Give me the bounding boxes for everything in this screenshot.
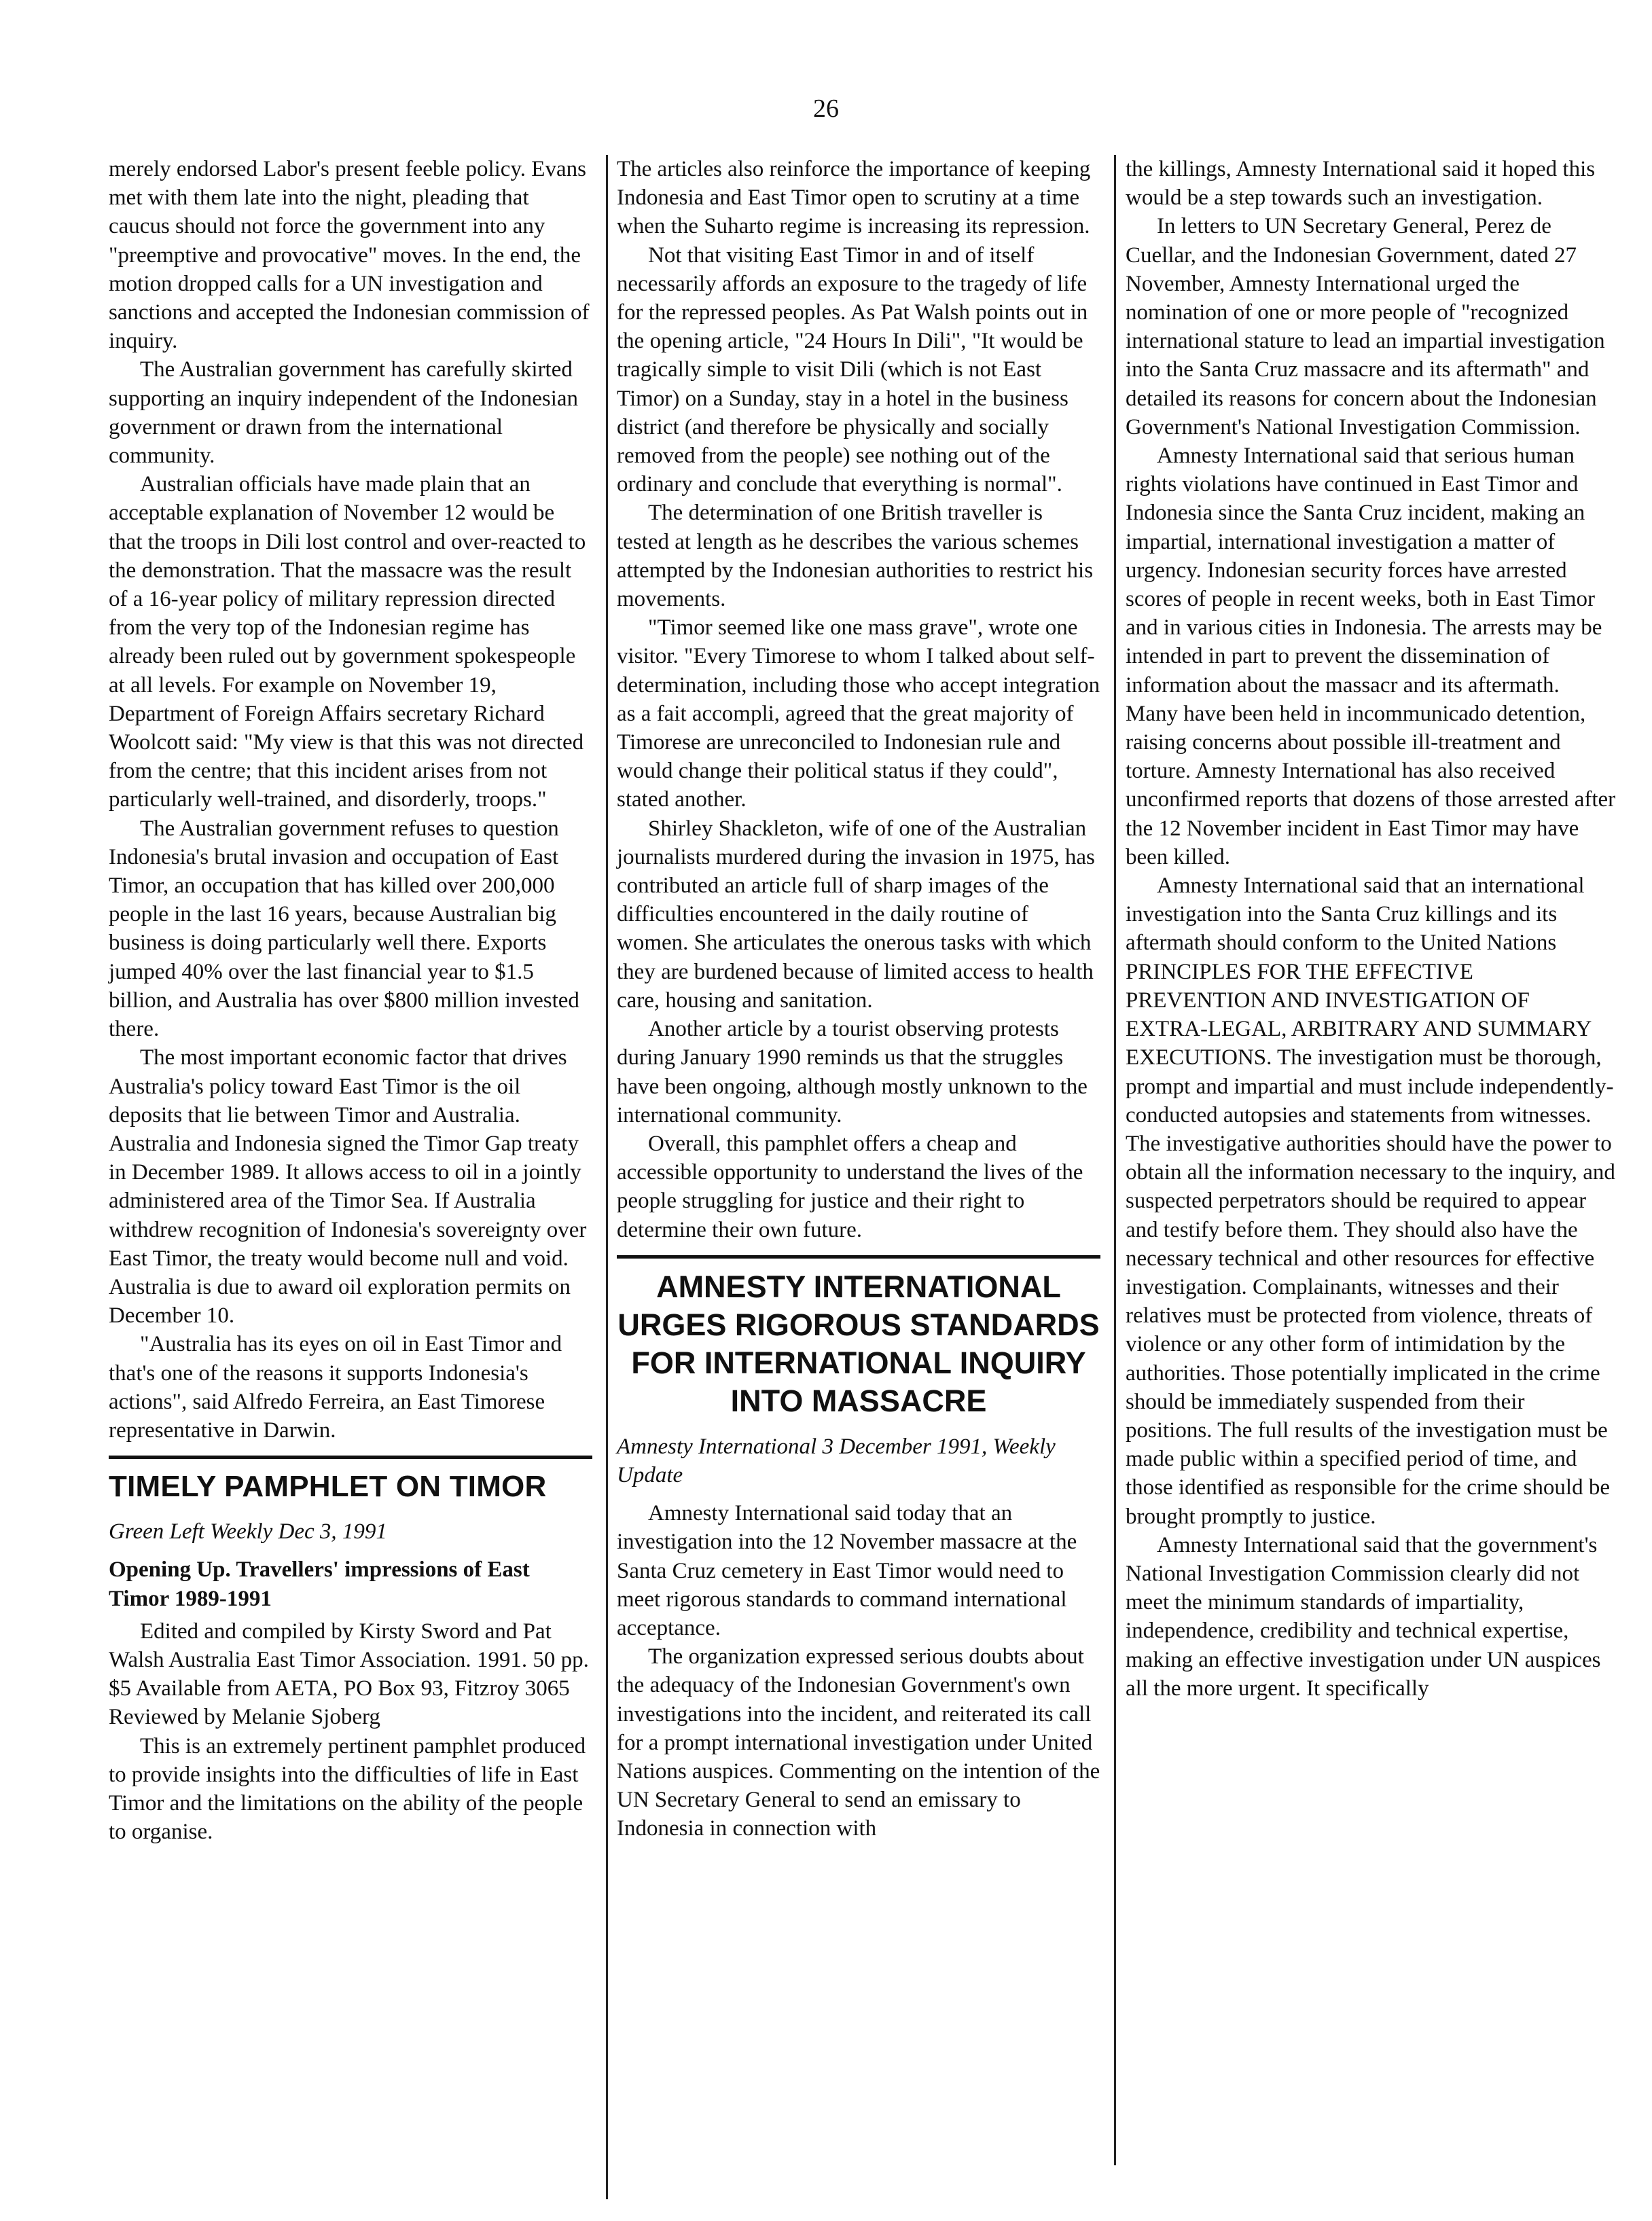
column-1 — [109, 155, 592, 1846]
column-2 — [617, 155, 1100, 1843]
paragraph: merely endorsed Labor's present feeble policy. Evans met with them late into the night, pleading that caucus should not force the government into any "preemptive and provocative" moves. In the end, the motion dropped calls for a UN investigation and sanctions and accepted the Indonesian commission of inquiry. — [109, 157, 590, 354]
paragraph: Australian officials have made plain that an acceptable explanation of November 12 would be that the troops in Dili lost control and over-reacted to the demonstration. That the massacre was the result of a 16-year policy of military repression directed from the very top of the Indonesian regime has already been ruled out by government spokespeople at all levels. For example on November 19, Department of Foreign Affairs secretary Richard Woolcott said: "My view is that this was not directed from the centre; that this incident arises from not particularly well-trained, and disorderly, troops." — [109, 472, 586, 812]
paragraph: Shirley Shackleton, wife of one of the Australian journalists murdered during the invasion in 1975, has contributed an article full of sharp images of the difficulties encountered in the daily routine of women. She articulates the onerous tasks with which they are burdened because of limited access to health care, housing and sanitation. — [617, 816, 1095, 1013]
section-rule — [617, 1255, 1100, 1259]
pamphlet-headline: TIMELY PAMPHLET ON TIMOR — [109, 1470, 547, 1504]
section-rule — [109, 1456, 592, 1459]
paragraph: Overall, this pamphlet offers a cheap and accessible opportunity to understand the lives of the people struggling for justice and their right to determine their own future. — [617, 1131, 1083, 1242]
column-3 — [1126, 155, 1616, 1703]
paragraph: the killings, Amnesty International said it hoped this would be a step towards such an investigation. — [1126, 157, 1596, 211]
paragraph: The Australian government has carefully skirted supporting an inquiry independent of the Indonesian government or drawn from the international community. — [109, 357, 579, 469]
paragraph: Not that visiting East Timor in and of itself necessarily affords an exposure to the tragedy of life for the repressed peoples. As Pat Walsh points out in the opening article, "24 Hours In Dili", "It would be tragically simple to visit Dili (which is not East Timor) on a Sunday, stay in a hotel in the business district (and therefore be physically and socially removed from the people) see nothing out of the ordinary and conclude that everything is normal". — [617, 242, 1088, 497]
paragraph: Amnesty International said that the government's National Investigation Commission clearly did not meet the minimum standards of impartiality, independence, credibility and technical expertise, making an effective investigation under UN auspices all the more urgent. It specifically — [1126, 1532, 1601, 1701]
paragraph: This is an extremely pertinent pamphlet produced to provide insights into the difficulties of life in East Timor and the limitations on the ability of the people to organise. — [109, 1733, 586, 1845]
paragraph: In letters to UN Secretary General, Perez de Cuellar, and the Indonesian Government, dated 27 November, Amnesty International urged the nomination of one or more people of "recognized international stature to lead an impartial investigation into the Santa Cruz massacre and its aftermath" and detailed its reasons for concern about the Indonesian Government's National Investigation Commission. — [1126, 214, 1605, 439]
paragraph: The organization expressed serious doubts about the adequacy of the Indonesian Government's own investigations into the incident, and reiterated its call for a prompt international investigation under United Nations auspices. Commenting on the intention of the UN Secretary General to send an emissary to Indonesia in connection with — [617, 1644, 1100, 1841]
paragraph: Amnesty International said today that an investigation into the 12 November massacre at the Santa Cruz cemetery in East Timor would need to meet rigorous standards to command international acceptance. — [617, 1501, 1077, 1640]
paragraph: Another article by a tourist observing protests during January 1990 reminds us that the struggles have been ongoing, although mostly unknown to the international community. — [617, 1017, 1088, 1127]
amnesty-source: Amnesty International 3 December 1991, Weekly Update — [617, 1434, 1056, 1487]
paragraph: "Timor seemed like one mass grave", wrote one visitor. "Every Timorese to whom I talked about self-determination, including those who accept integration as a fait accompli, agreed that the great majority of Timorese are unreconciled to Indonesian rule and would change their political status if they could", stated another. — [617, 615, 1100, 812]
paragraph: The Australian government refuses to question Indonesia's brutal invasion and occupation of East Timor, an occupation that has killed over 200,000 people in the last 16 years, because Australian big business is doing particularly well there. Exports jumped 40% over the last financial year to $1.5 billion, and Australia has over $800 million invested there. — [109, 816, 579, 1042]
paragraph: Amnesty International said that an international investigation into the Santa Cruz killings and its aftermath should conform to the United Nations PRINCIPLES FOR THE EFFECTIVE PREVENTION AND INVESTIGATION OF EXTRA-LEGAL, ARBITRARY AND SUMMARY EXECUTIONS. The investigation must be thorough, prompt and impartial and must include independently-conducted autopsies and statements from witnesses. The investigative authorities should have the power to obtain all the information necessary to the inquiry, and suspected perpetrators should be required to appear and testify before them. They should also have the necessary technical and other resources for effective investigation. Complainants, witnesses and their relatives must be protected from violence, threats of violence or any other form of intimidation by the authorities. Those potentially implicated in the crime should be immediately suspended from their positions. The full results of the investigation must be made public within a specified period of time, and those identified as responsible for the crime should be brought promptly to justice. — [1126, 873, 1615, 1529]
column-divider — [1114, 155, 1116, 2165]
paragraph: The articles also reinforce the importance of keeping Indonesia and East Timor open to scrutiny at a time when the Suharto regime is increasing its repression. — [617, 157, 1091, 239]
paragraph: The determination of one British traveller is tested at length as he describes the various schemes attempted by the Indonesian authorities to restrict his movements. — [617, 501, 1094, 612]
paragraph: "Australia has its eyes on oil in East Timor and that's one of the reasons it supports Indonesia's actions", said Alfredo Ferreira, an East Timorese representative in Darwin. — [109, 1332, 562, 1443]
pamphlet-source: Green Left Weekly Dec 3, 1991 — [109, 1519, 387, 1545]
paragraph: Amnesty International said that serious human rights violations have continued in East Timor and Indonesia since the Santa Cruz incident, making an impartial, international investigation a matter of urgency. Indonesian security forces have arrested scores of people in recent weeks, both in East Timor and in various cities in Indonesia. The arrests may be intended in part to prevent the dissemination of information about the massacr and its aftermath. Many have been held in incommunicado detention, raising concerns about possible ill-treatment and torture. Amnesty International has also received unconfirmed reports that dozens of those arrested after the 12 November incident in East Timor may have been killed. — [1126, 444, 1616, 869]
paragraph: The most important economic factor that drives Australia's policy toward East Timor is the oil deposits that lie between Timor and Australia. Australia and Indonesia signed the Timor Gap treaty in December 1989. It allows access to oil in a jointly administered area of the Timor Sea. If Australia withdrew recognition of Indonesia's sovereignty over East Timor, the treaty would become null and void. Australia is due to award oil exploration permits on December 10. — [109, 1045, 587, 1329]
amnesty-headline: AMNESTY INTERNATIONAL URGES RIGOROUS STANDARDS FOR INTERNATIONAL INQUIRY INTO MASSACRE — [617, 1269, 1100, 1418]
page-number: 26 — [813, 94, 839, 123]
pamphlet-title: Opening Up. Travellers' impressions of East Timor 1989-1991 — [109, 1557, 530, 1611]
column-divider — [606, 155, 608, 2199]
paragraph: Edited and compiled by Kirsty Sword and Pat Walsh Australia East Timor Association. 1991. 50 pp. $5 Available from AETA, PO Box 93, Fitzroy 3065 Reviewed by Melanie Sjoberg — [109, 1619, 589, 1730]
